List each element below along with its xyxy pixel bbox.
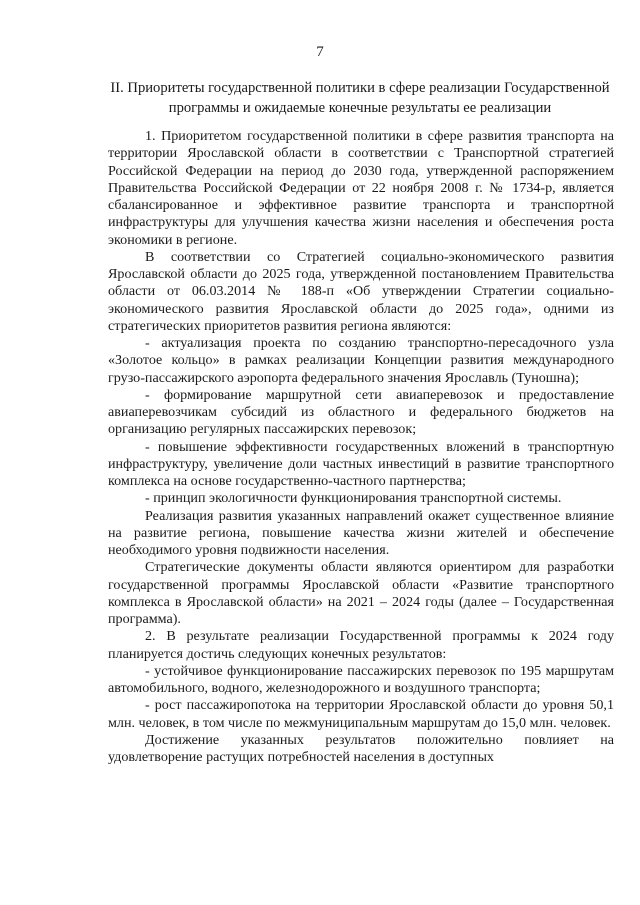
page-number: 7 bbox=[316, 44, 324, 60]
list-item-1: - актуализация проекта по созданию транспортно-пересадочного узла «Золотое кольцо» в рамках реализации Концепции развития международного грузо-пассажирского аэропорта федерального значения Ярославль (Туношна); bbox=[108, 335, 614, 386]
list-item-4: - принцип экологичности функционирования транспортной системы. bbox=[145, 490, 562, 507]
list-item-2: - формирование маршрутной сети авиаперевозок и предоставление авиаперевозчикам субсидий из областного и федерального бюджетов на организацию регулярных пассажирских перевозок; bbox=[108, 386, 614, 438]
list-item-6: - рост пассажиропотока на территории Ярославской области до уровня 50,1 млн. человек, в том числе по межмуниципальным маршрутам до 15,0 млн. человек. bbox=[108, 697, 614, 731]
list-item-5: - устойчивое функционирование пассажирских перевозок по 195 маршрутам автомобильного, водного, железнодорожного и воздушного транспорта; bbox=[108, 662, 614, 696]
list-item-3: - повышение эффективности государственных вложений в транспортную инфраструктуру, увеличение доли частных инвестиций в развитие транспортного комплекса на основе государственно-частного партнерства; bbox=[108, 438, 614, 489]
paragraph-5: 2. В результате реализации Государственной программы к 2024 году планируется достичь следующих конечных результатов: bbox=[108, 628, 614, 662]
paragraph-2: В соответствии со Стратегией социально-экономического развития Ярославской области до 2025 года, утвержденной постановлением Правительства области от 06.03.2014 № 188-п «Об утверждении Стратегии социально-экономического развития Ярославской области до 2025 года», одними из стратегических приоритетов развития региона являются: bbox=[108, 248, 614, 334]
paragraph-3: Реализация развития указанных направлений окажет существенное влияние на развитие региона, повышение качества жизни жителей и обеспечение необходимого уровня подвижности населения. bbox=[108, 507, 614, 558]
paragraph-1: 1. Приоритетом государственной политики в сфере развития транспорта на территории Ярославской области в соответствии с Транспортной стратегией Российской Федерации на период до 2030 года, утвержденной распоряжением Правительства Российской Федерации от 22 ноября 2008 г. № 1734-р, является сбалансированное и эффективное развитие транспорта и транспортной инфраструктуры для улучшения качества жизни населения и обеспечения роста экономики в регионе. bbox=[108, 128, 614, 248]
paragraph-6: Достижение указанных результатов положительно повлияет на удовлетворение растущих потребностей населения в доступных bbox=[108, 731, 614, 765]
section-heading: II. Приоритеты государственной политики в сфере реализации Государственной программы и ожидаемые конечные результаты ее реализации bbox=[110, 80, 610, 116]
paragraph-4: Стратегические документы области являются ориентиром для разработки государственной программы Ярославской области «Развитие транспортного комплекса в Ярославской области» на 2021 – 2024 годы (далее – Государственная программа). bbox=[108, 559, 614, 627]
body-text bbox=[108, 128, 614, 766]
